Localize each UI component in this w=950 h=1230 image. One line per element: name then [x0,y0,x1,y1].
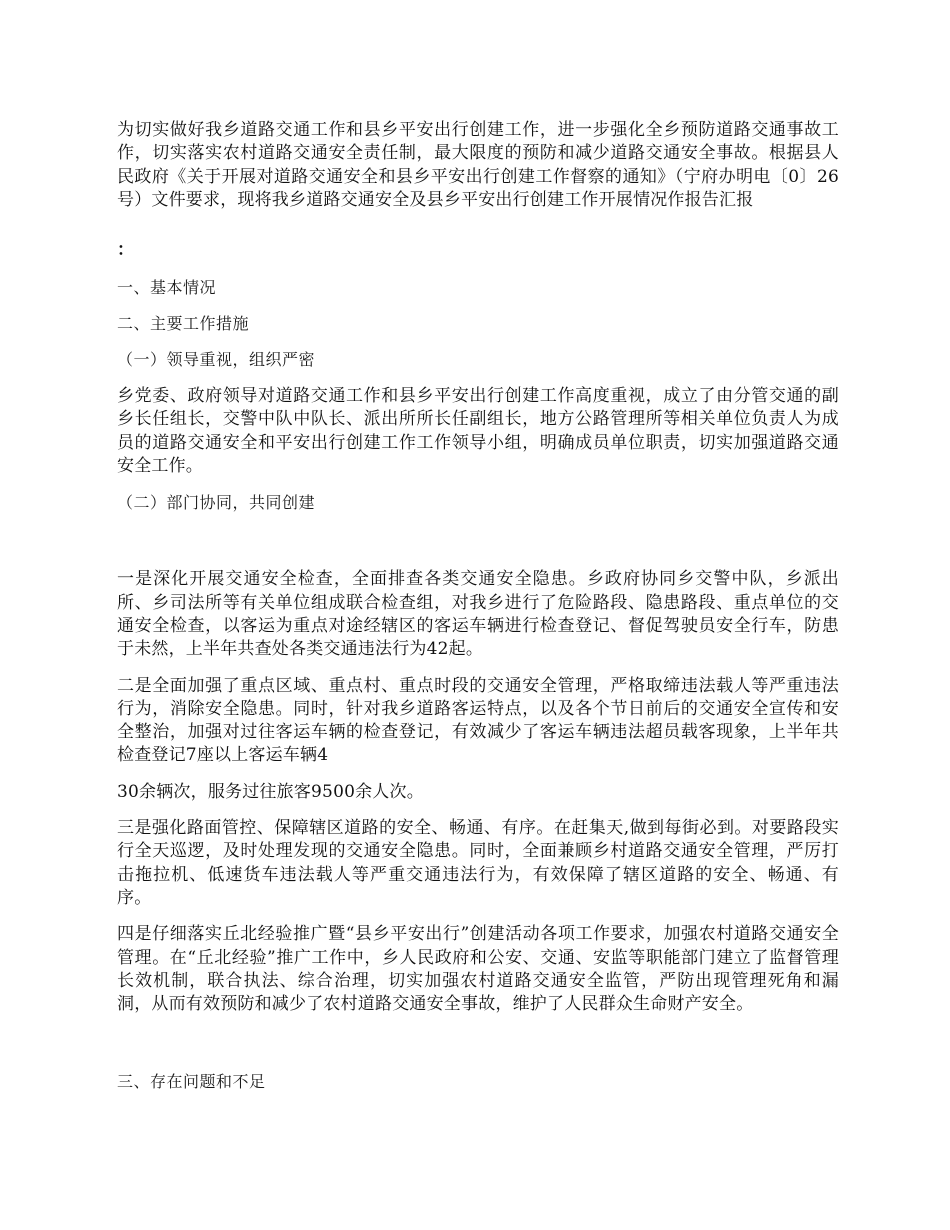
measure-item-1: 一是深化开展交通安全检查，全面排查各类交通安全隐患。乡政府协同乡交警中队，乡派出所、乡司法所等有关单位组成联合检查组，对我乡进行了危险路段、隐患路段、重点单位的交通安全检查，以客运为重点对途经辖区的客运车辆进行检查登记、督促驾驶员安全行车，防患于未然，上半年共查处各类交通违法行为42起。 [117,569,839,660]
leadership-paragraph: 乡党委、政府领导对道路交通工作和县乡平安出行创建工作高度重视，成立了由分管交通的副乡长任组长，交警中队中队长、派出所所长任副组长，地方公路管理所等相关单位负责人为成员的道路交通安全和平安出行创建工作工作领导小组，明确成员单位职责，切实加强道路交通安全工作。 [117,386,839,477]
section-heading-problems: 三、存在问题和不足 [117,1072,266,1092]
section-heading-measures: 二、主要工作措施 [117,314,250,334]
section-heading-basic: 一、基本情况 [117,278,217,298]
measure-item-3: 三是强化路面管控、保障辖区道路的安全、畅通、有序。在赶集天,做到每街必到。对要路段实行全天巡逻，及时处理发现的交通安全隐患。同时，全面兼顾乡村道路交通安全管理，严厉打击拖拉机、低速货车违法载人等严重交通违法行为，有效保障了辖区道路的安全、畅通、有序。 [117,818,839,908]
measure-item-2-continued: 30余辆次，服务过往旅客9500余人次。 [117,781,424,802]
intro-paragraph: 为切实做好我乡道路交通工作和县乡平安出行创建工作，进一步强化全乡预防道路交通事故工作，切实落实农村道路交通安全责任制，最大限度的预防和减少道路交通安全事故。根据县人民政府《关于开展对道路交通安全和县乡平安出行创建工作督察的通知》（宁府办明电〔0〕26号）文件要求，现将我乡道路交通安全及县乡平安出行创建工作开展情况作报告汇报 [117,120,839,210]
measure-item-2: 二是全面加强了重点区域、重点村、重点时段的交通安全管理，严格取缔违法载人等严重违法行为，消除安全隐患。同时，针对我乡道路客运特点，以及各个节日前后的交通安全宣传和安全整治，加强对过往客运车辆的检查登记，有效减少了客运车辆违法超员载客现象，上半年共检查登记7座以上客运车辆4 [117,675,839,766]
measure-item-4: 四是仔细落实丘北经验推广暨“县乡平安出行”创建活动各项工作要求，加强农村道路交通安全管理。在“丘北经验”推广工作中，乡人民政府和公安、交通、安监等职能部门建立了监督管理长效机制，联合执法、综合治理，切实加强农村道路交通安全监管，严防出现管理死角和漏洞，从而有效预防和减少了农村道路交通安全事故，维护了人民群众生命财产安全。 [117,924,839,1015]
subsection-heading-cooperation: （二）部门协同，共同创建 [117,493,316,513]
subsection-heading-leadership: （一）领导重视，组织严密 [117,350,316,370]
document-page [117,119,839,1094]
colon-line: ： [117,240,134,261]
